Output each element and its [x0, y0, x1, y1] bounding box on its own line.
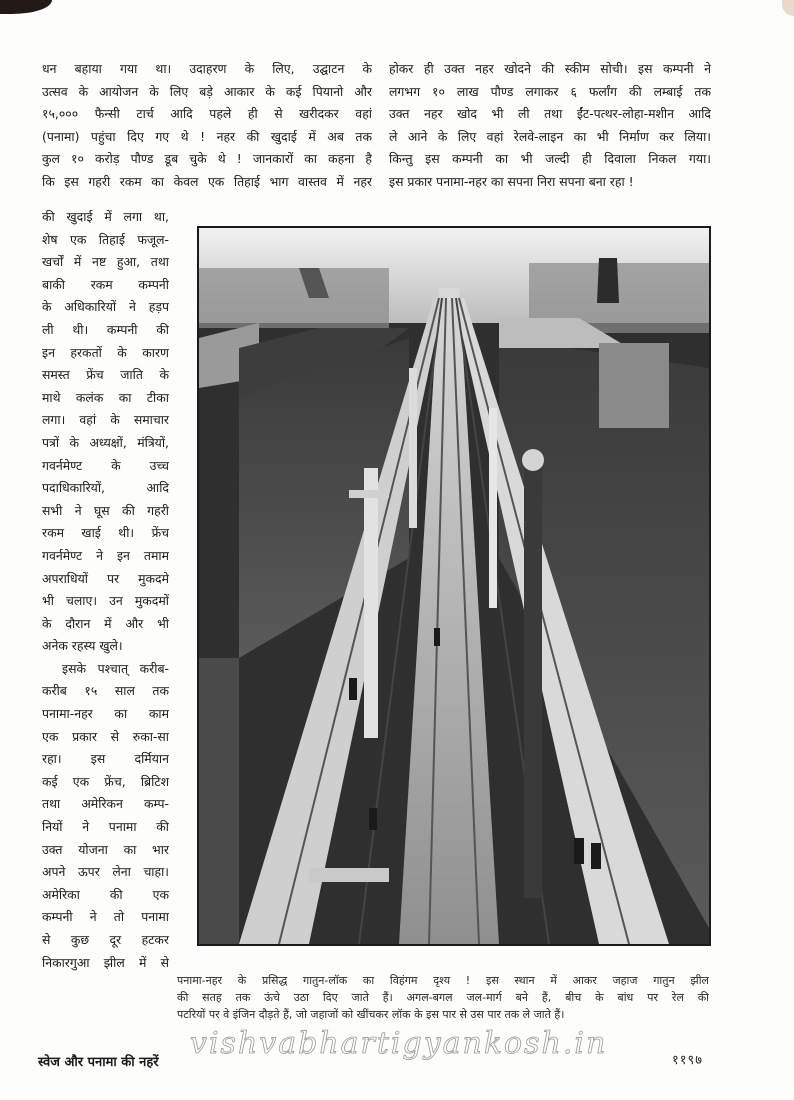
text-line: गवर्नमेण्ट ने इन तमाम — [42, 547, 169, 563]
text-line: रहा। इस दर्मियान — [42, 751, 169, 767]
watermark: vishvabhartigyankosh.in — [190, 1026, 608, 1061]
photo-caption — [177, 972, 709, 1023]
text-line: इसके पश्चात् करीब- — [62, 660, 169, 676]
text-line: पनामा-नहर का काम — [42, 706, 169, 722]
text-line: माथे कलंक का टीका — [42, 389, 169, 405]
text-line: रकम खाई थी। फ्रेंच — [42, 525, 169, 541]
text-line: किन्तु इस कम्पनी का भी जल्दी ही दिवाला निकल गया। — [389, 151, 711, 167]
caption-line: की सतह तक ऊंचे उठा दिए जाते हैं। अगल-बगल जल-मार्ग बने हैं, बीच के बांध पर रेल की — [177, 991, 709, 1004]
caption-line: पनामा-नहर के प्रसिद्ध गातुन-लॉक का विहंगम दृश्य ! इस स्थान में आकर जहाज गातुन झील — [177, 974, 709, 987]
text-line: बाकी रकम कम्पनी — [42, 276, 169, 292]
caption-line: पटरियों पर वे इंजिन दौड़ते हैं, जो जहाजों को खींचकर लॉक के इस पार से उस पार तक ले जाते हैं। — [177, 1008, 565, 1021]
text-line: तथा अमेरिकन कम्प- — [42, 796, 169, 812]
text-line: पत्रों के अध्यक्षों, मंत्रियों, — [42, 434, 169, 450]
text-line: की खुदाई में लगा था, — [42, 209, 169, 224]
text-line: नियों ने पनामा की — [42, 819, 169, 835]
text-line: कि इस गहरी रकम का केवल एक तिहाई भाग वास्तव में नहर — [42, 173, 372, 189]
water-left — [199, 658, 239, 944]
text-line: उक्त योजना का भार — [42, 841, 169, 857]
text-line: अपराधियों पर मुकदमे — [42, 570, 169, 586]
text-line: करीब १५ साल तक — [42, 683, 169, 699]
text-line: खर्चों में नष्ट हुआ, तथा — [42, 254, 169, 270]
text-line: धन बहाया गया था। उदाहरण के लिए, उद्घाटन के — [42, 61, 372, 76]
text-line: लगा। वहां के समाचार — [42, 412, 169, 428]
text-line: कम्पनी ने तो पनामा — [42, 909, 169, 925]
text-line: (पनामा) पहुंचा दिए गए थे ! नहर की खुदाई में अब तक — [42, 128, 372, 144]
text-line: कुल १० करोड़ पौण्ड डूब चुके थे ! जानकारों का कहना है — [42, 151, 372, 167]
text-line: शेष एक तिहाई फजूल- — [42, 231, 169, 247]
top-left-paragraph — [42, 58, 372, 194]
text-line: अपने ऊपर लेना चाहा। — [42, 864, 169, 880]
text-line: होकर ही उक्त नहर खोदने की स्कीम सोची। इस कम्पनी ने — [389, 61, 711, 76]
text-line: अनेक रहस्य खुले। — [42, 638, 123, 654]
text-line: ली थी। कम्पनी की — [42, 321, 169, 337]
text-line: भी चलाए। उन मुकदमों — [42, 593, 169, 609]
text-line: से कुछ दूर हटकर — [42, 932, 169, 947]
page-edge-shadow — [0, 0, 52, 14]
photo-illustration — [199, 228, 709, 944]
gate-mechanism — [309, 868, 389, 882]
gate-house — [599, 343, 669, 428]
text-line: अमेरिका की एक — [42, 886, 169, 902]
text-line: गवर्नमेण्ट के उच्च — [42, 457, 169, 473]
gatun-lock-photo — [197, 226, 711, 946]
hills-left — [199, 268, 389, 328]
text-line: पदाधिकारियों, आदि — [42, 480, 169, 496]
text-line: लगभग १० लाख पौण्ड लगाकर ६ फर्लांग की लम्बाई तक — [389, 83, 711, 99]
text-line: उक्त नहर खोद भी ली तथा ईंट-पत्थर-लोहा-मशीन आदि — [389, 106, 711, 122]
page-number: ११९७ — [672, 1053, 704, 1068]
page-edge-finger — [782, 0, 794, 16]
text-line: इन हरकतों के कारण — [42, 344, 169, 360]
text-line: के दौरान में और भी — [42, 615, 169, 631]
text-line: निकारगुआ झील में से — [42, 954, 169, 970]
text-line: समस्त फ्रेंच जाति के — [42, 367, 169, 383]
lamp-post-left — [364, 468, 378, 738]
lamp-post-right — [524, 458, 542, 898]
running-footer-title: स्वेज और पनामा की नहरें — [38, 1055, 159, 1070]
text-line: इस प्रकार पनामा-नहर का सपना निरा सपना बना रहा ! — [389, 173, 634, 189]
top-right-paragraph — [389, 58, 711, 194]
text-line: सभी ने घूस की गहरी — [42, 502, 169, 518]
narrow-column-text — [42, 206, 169, 974]
crane-right — [597, 258, 619, 303]
text-line: एक प्रकार से रुका-सा — [42, 728, 169, 744]
text-line: के अधिकारियों ने हड़प — [42, 299, 169, 315]
text-line: उत्सव के आयोजन के लिए बड़े आकार के कई पियानो और — [42, 83, 372, 99]
text-line: ले आने के लिए वहां रेलवे-लाइन का भी निर्माण कर लिया। — [389, 128, 711, 144]
text-line: १५,००० फैन्सी टार्च आदि पहले ही से खरीदकर वहां — [42, 106, 372, 122]
text-line: कई एक फ्रेंच, ब्रिटिश — [42, 773, 169, 789]
